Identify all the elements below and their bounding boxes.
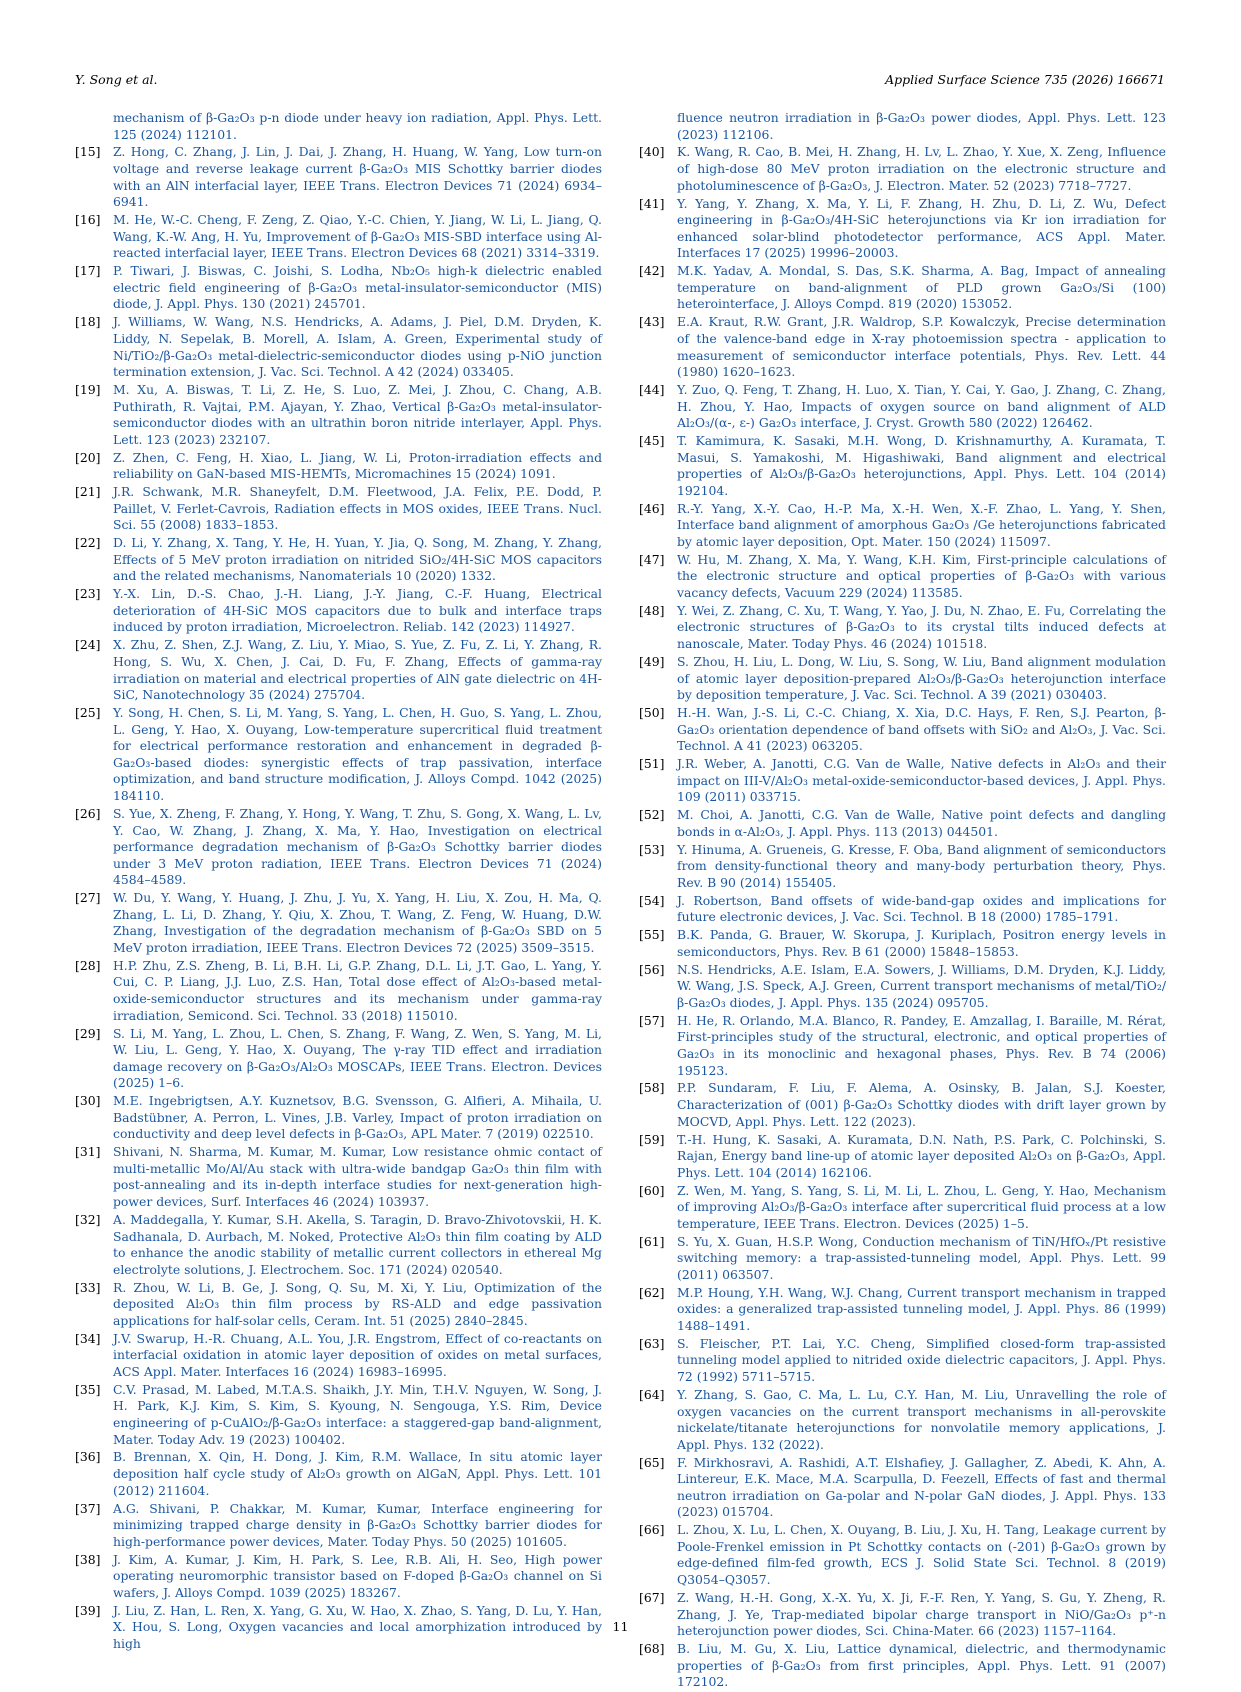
reference-item bbox=[639, 1183, 1166, 1233]
reference-link[interactable]: J.V. Swarup, H.-R. Chuang, A.L. You, J.R. Engstrom, Effect of co-reactants on interfacial oxidation in atomic layer deposition of oxides on metal surfaces, ACS Appl. Mater. Interfaces 16 (2024) 16983–16995. bbox=[113, 1330, 602, 1379]
reference-item bbox=[639, 1641, 1166, 1691]
reference-link[interactable]: R.-Y. Yang, X.-Y. Cao, H.-P. Ma, X.-H. Wen, X.-F. Zhao, L. Yang, Y. Shen, Interface band alignment of amorphous Ga₂O₃ /Ge heterojunctions fabricated by atomic layer deposition, Opt. Mater. 150 (2024) 115097. bbox=[677, 500, 1166, 549]
reference-number: [30] bbox=[75, 1093, 101, 1109]
reference-number: [51] bbox=[639, 756, 665, 772]
reference-item bbox=[75, 890, 602, 956]
reference-number: [61] bbox=[639, 1233, 665, 1249]
reference-link[interactable]: W. Hu, M. Zhang, X. Ma, Y. Wang, K.H. Kim, First-principle calculations of the electronic structure and optical properties of β-Ga₂O₃ with various vacancy defects, Vacuum 229 (2024) 113585. bbox=[677, 551, 1166, 600]
reference-link[interactable]: B. Liu, M. Gu, X. Liu, Lattice dynamical, dielectric, and thermodynamic properties of β-Ga₂O₃ from first principles, Appl. Phys. Lett. 91 (2007) 172102. bbox=[677, 1641, 1166, 1690]
reference-number: [31] bbox=[75, 1144, 101, 1160]
reference-link[interactable]: M.P. Houng, Y.H. Wang, W.J. Chang, Current transport mechanism in trapped oxides: a generalized trap-assisted tunneling model, J. Appl. Phys. 86 (1999) 1488–1491. bbox=[677, 1284, 1166, 1333]
reference-link[interactable]: Y. Wei, Z. Zhang, C. Xu, T. Wang, Y. Yao, J. Du, N. Zhao, E. Fu, Correlating the electronic structures of β-Ga₂O₃ to its crystal tilts induced defects at nanoscale, Mater. Today Phys. 46 (2024) 101518. bbox=[677, 602, 1166, 652]
reference-number: [56] bbox=[639, 961, 665, 977]
reference-link[interactable]: S. Yue, X. Zheng, F. Zhang, Y. Hong, Y. Wang, T. Zhu, S. Gong, X. Wang, L. Lv, Y. Cao, W. Zhang, J. Zhang, X. Ma, Y. Hao, Investigation on electrical performance degradation mechanism of β-Ga₂O₃ Schottky barrier diodes under 3 MeV proton radiation, IEEE Trans. Electron Devices 71 (2024) 4584–4589. bbox=[113, 805, 602, 888]
header-authors: Y. Song et al. bbox=[75, 72, 158, 87]
reference-number: [62] bbox=[639, 1284, 665, 1300]
reference-link[interactable]: Z. Hong, C. Zhang, J. Lin, J. Dai, J. Zhang, H. Huang, W. Yang, Low turn-on voltage and reverse leakage current β-Ga₂O₃ MIS Schottky barrier diodes with an AlN interfacial layer, IEEE Trans. Electron Devices 71 (2024) 6934–6941. bbox=[113, 144, 602, 210]
reference-link[interactable]: M. Xu, A. Biswas, T. Li, Z. He, S. Luo, Z. Mei, J. Zhou, C. Chang, A.B. Puthirath, R. Vajtai, P.M. Ajayan, Y. Zhao, Vertical β-Ga₂O₃ metal-insulator-semiconductor diodes with an ultrathin boron nitride interlayer, Appl. Phys. Lett. 123 (2023) 232107. bbox=[113, 381, 602, 447]
reference-number: [49] bbox=[639, 653, 665, 669]
reference-link[interactable]: M. Choi, A. Janotti, C.G. Van de Walle, Native point defects and dangling bonds in α-Al₂O₃, J. Appl. Phys. 113 (2013) 044501. bbox=[677, 807, 1166, 839]
reference-link[interactable]: J. Robertson, Band offsets of wide-band-gap oxides and implications for future electronic devices, J. Vac. Sci. Technol. B 18 (2000) 1785–1791. bbox=[677, 892, 1166, 925]
reference-item bbox=[639, 552, 1166, 602]
reference-link[interactable]: A. Maddegalla, Y. Kumar, S.H. Akella, S. Taragin, D. Bravo-Zhivotovskii, H. K. Sadhanala, D. Aurbach, M. Noked, Protective Al₂O₃ thin film coating by ALD to enhance the anodic stability of metallic current collectors in ethereal Mg electrolyte solutions, J. Electrochem. Soc. 171 (2024) 020540. bbox=[113, 1211, 602, 1277]
reference-link[interactable]: Z. Zhen, C. Feng, H. Xiao, L. Jiang, W. Li, Proton-irradiation effects and reliability on GaN-based MIS-HEMTs, Micromachines 15 (2024) 1091. bbox=[113, 449, 602, 482]
reference-number: [54] bbox=[639, 892, 665, 908]
reference-item bbox=[75, 1552, 602, 1602]
reference-number: [34] bbox=[75, 1330, 101, 1346]
reference-link[interactable]: M.K. Yadav, A. Mondal, S. Das, S.K. Sharma, A. Bag, Impact of annealing temperature on band-alignment of PLD grown Ga₂O₃/Si (100) heterointerface, J. Alloys Compd. 819 (2020) 153052. bbox=[677, 263, 1166, 312]
reference-link[interactable]: mechanism of β-Ga₂O₃ p-n diode under heavy ion radiation, Appl. Phys. Lett. 125 (2024) 112101. bbox=[113, 110, 602, 142]
reference-link[interactable]: Shivani, N. Sharma, M. Kumar, M. Kumar, Low resistance ohmic contact of multi-metallic Mo/Al/Au stack with ultra-wide bandgap Ga₂O₃ thin film with post-annealing and its in-depth interface studies for next-generation high-power devices, Surf. Interfaces 46 (2024) 103937. bbox=[113, 1144, 602, 1210]
reference-item bbox=[639, 705, 1166, 755]
reference-item bbox=[639, 893, 1166, 926]
reference-item bbox=[75, 314, 602, 380]
reference-number: [25] bbox=[75, 705, 101, 721]
reference-item bbox=[75, 1280, 602, 1330]
reference-number: [68] bbox=[639, 1641, 665, 1657]
reference-link[interactable]: B.K. Panda, G. Brauer, W. Skorupa, J. Kuriplach, Positron energy levels in semiconductors, Phys. Rev. B 61 (2000) 15848–15853. bbox=[677, 927, 1166, 959]
reference-item bbox=[639, 603, 1166, 653]
reference-item bbox=[75, 1382, 602, 1448]
reference-number: [28] bbox=[75, 957, 101, 973]
reference-item bbox=[639, 110, 1166, 143]
reference-link[interactable]: T.-H. Hung, K. Sasaki, A. Kuramata, D.N. Nath, P.S. Park, C. Polchinski, S. Rajan, Energy band line-up of atomic layer deposited Al₂O₃ on β-Ga₂O₃, Appl. Phys. Lett. 104 (2014) 162106. bbox=[677, 1131, 1166, 1180]
reference-number: [23] bbox=[75, 586, 101, 602]
reference-number: [52] bbox=[639, 807, 665, 823]
reference-link[interactable]: M. He, W.-C. Cheng, F. Zeng, Z. Qiao, Y.-C. Chien, Y. Jiang, W. Li, L. Jiang, Q. Wang, K.-W. Ang, H. Yu, Improvement of β-Ga₂O₃ MIS-SBD interface using Al-reacted interfacial layer, IEEE Trans. Electron Devices 68 (2021) 3314–3319. bbox=[113, 212, 602, 261]
reference-link[interactable]: S. Yu, X. Guan, H.S.P. Wong, Conduction mechanism of TiN/HfOₓ/Pt resistive switching memory: a trap-assisted-tunneling model, Appl. Phys. Lett. 99 (2011) 063507. bbox=[677, 1233, 1166, 1282]
reference-number: [66] bbox=[639, 1522, 665, 1538]
reference-link[interactable]: J. Williams, W. Wang, N.S. Hendricks, A. Adams, J. Piel, D.M. Dryden, K. Liddy, N. Sepelak, B. Morell, A. Islam, A. Green, Experimental study of Ni/TiO₂/β-Ga₂O₃ metal-dielectric-semiconductor diodes using p-NiO junction termination extension, J. Vac. Sci. Technol. A 42 (2024) 033405. bbox=[113, 314, 602, 380]
reference-item bbox=[639, 196, 1166, 262]
reference-number: [47] bbox=[639, 551, 665, 567]
reference-item bbox=[75, 705, 602, 805]
reference-item bbox=[75, 1144, 602, 1210]
reference-link[interactable]: Y. Song, H. Chen, S. Li, M. Yang, S. Yang, L. Chen, H. Guo, S. Yang, L. Zhou, L. Geng, Y. Hao, X. Ouyang, Low-temperature supercritical fluid treatment for electrical performance restoration and enhancement in degraded β-Ga₂O₃-based diodes: synergistic effects of trap passivation, interface optimization, and band structure modification, J. Alloys Compd. 1042 (2025) 184110. bbox=[113, 705, 602, 804]
reference-item bbox=[75, 1026, 602, 1092]
reference-item bbox=[639, 807, 1166, 840]
reference-item bbox=[75, 535, 602, 585]
reference-link[interactable]: Y. Zhang, S. Gao, C. Ma, L. Lu, C.Y. Han, M. Liu, Unravelling the role of oxygen vacancies on the current transport mechanisms in all-perovskite nickelate/titanate heterojunctions for nonvolatile memory applications, J. Appl. Phys. 132 (2022). bbox=[677, 1386, 1166, 1452]
reference-item bbox=[75, 1212, 602, 1278]
reference-item bbox=[639, 1387, 1166, 1453]
reference-link[interactable]: K. Wang, R. Cao, B. Mei, H. Zhang, H. Lv, L. Zhao, Y. Xue, X. Zeng, Influence of high-dose 80 MeV proton irradiation on the electronic structure and photoluminescence of β-Ga₂O₃, J. Electron. Mater. 52 (2023) 7718–7727. bbox=[677, 144, 1166, 193]
reference-item bbox=[75, 144, 602, 210]
reference-item bbox=[639, 1336, 1166, 1386]
reference-link[interactable]: Z. Wen, M. Yang, S. Yang, S. Li, M. Li, L. Zhou, L. Geng, Y. Hao, Mechanism of improving Al₂O₃/β-Ga₂O₃ interface after supercritical fluid process at a low temperature, IEEE Trans. Electron. Devices (2025) 1–5. bbox=[677, 1182, 1166, 1231]
reference-item bbox=[75, 958, 602, 1024]
reference-number: [33] bbox=[75, 1279, 101, 1295]
reference-item bbox=[75, 263, 602, 313]
reference-link[interactable]: H.-H. Wan, J.-S. Li, C.-C. Chiang, X. Xia, D.C. Hays, F. Ren, S.J. Pearton, β-Ga₂O₃ orientation dependence of band offsets with SiO₂ and Al₂O₃, J. Vac. Sci. Technol. A 41 (2023) 063205. bbox=[677, 705, 1166, 754]
reference-number: [42] bbox=[639, 263, 665, 279]
reference-item bbox=[639, 1285, 1166, 1335]
reference-item bbox=[75, 1449, 602, 1499]
reference-link[interactable]: Y. Hinuma, A. Grueneis, G. Kresse, F. Oba, Band alignment of semiconductors from density-functional theory and many-body perturbation theory, Phys. Rev. B 90 (2014) 155405. bbox=[677, 841, 1166, 890]
reference-item bbox=[639, 1080, 1166, 1130]
reference-item bbox=[639, 144, 1166, 194]
reference-item bbox=[75, 1093, 602, 1143]
page-number: 11 bbox=[612, 1619, 629, 1634]
reference-number: [64] bbox=[639, 1386, 665, 1402]
reference-link[interactable]: J. Kim, A. Kumar, J. Kim, H. Park, S. Lee, R.B. Ali, H. Seo, High power operating neuromorphic transistor based on F-doped β-Ga₂O₃ channel on Si wafers, J. Alloys Compd. 1039 (2025) 183267. bbox=[113, 1551, 602, 1600]
reference-item bbox=[639, 654, 1166, 704]
reference-number: [59] bbox=[639, 1131, 665, 1147]
reference-number: [41] bbox=[639, 195, 665, 211]
reference-item bbox=[639, 1234, 1166, 1284]
reference-item bbox=[639, 1132, 1166, 1182]
reference-link[interactable]: W. Du, Y. Wang, Y. Huang, J. Zhu, J. Yu, X. Yang, H. Liu, X. Zou, H. Ma, Q. Zhang, L. Li, D. Zhang, Y. Qiu, X. Zhou, T. Wang, Z. Feng, W. Huang, D.W. Zhang, Investigation of the degradation mechanism of β-Ga₂O₃ SBD on 5 MeV proton irradiation, IEEE Trans. Electron Devices 72 (2025) 3509–3515. bbox=[113, 890, 602, 955]
reference-link[interactable]: M.E. Ingebrigtsen, A.Y. Kuznetsov, B.G. Svensson, G. Alfieri, A. Mihaila, U. Badstübner, A. Perron, L. Vines, J.B. Varley, Impact of proton irradiation on conductivity and deep level defects in β-Ga₂O₃, APL Mater. 7 (2019) 022510. bbox=[113, 1093, 602, 1142]
reference-item bbox=[639, 382, 1166, 432]
reference-link[interactable]: P.P. Sundaram, F. Liu, F. Alema, A. Osinsky, B. Jalan, S.J. Koester, Characterization of (001) β-Ga₂O₃ Schottky diodes with drift layer grown by MOCVD, Appl. Phys. Lett. 122 (2023). bbox=[677, 1080, 1166, 1129]
reference-number: [20] bbox=[75, 449, 101, 465]
reference-link[interactable]: fluence neutron irradiation in β-Ga₂O₃ power diodes, Appl. Phys. Lett. 123 (2023) 112106. bbox=[677, 110, 1166, 142]
reference-number: [67] bbox=[639, 1589, 665, 1605]
reference-number: [35] bbox=[75, 1381, 101, 1397]
reference-link[interactable]: P. Tiwari, J. Biswas, C. Joishi, S. Lodha, Nb₂O₅ high-k dielectric enabled electric field engineering of β-Ga₂O₃ metal-insulator-semiconductor (MIS) diode, J. Appl. Phys. 130 (2021) 245701. bbox=[113, 263, 602, 312]
reference-item bbox=[75, 637, 602, 703]
reference-link[interactable]: S. Zhou, H. Liu, L. Dong, W. Liu, S. Song, W. Liu, Band alignment modulation of atomic layer deposition-prepared Al₂O₃/β-Ga₂O₃ heterojunction interface by deposition temperature, J. Vac. Sci. Technol. A 39 (2021) 030403. bbox=[677, 653, 1166, 703]
reference-link[interactable]: H.P. Zhu, Z.S. Zheng, B. Li, B.H. Li, G.P. Zhang, D.L. Li, J.T. Gao, L. Yang, Y. Cui, C. P. Liang, J.J. Luo, Z.S. Han, Total dose effect of Al₂O₃-based metal-oxide-semiconductor structures and its mechanism under gamma-ray irradiation, Semicond. Sci. Technol. 33 (2018) 115010. bbox=[113, 957, 602, 1023]
reference-number: [36] bbox=[75, 1449, 101, 1465]
reference-link[interactable]: B. Brennan, X. Qin, H. Dong, J. Kim, R.M. Wallace, In situ atomic layer deposition half cycle study of Al₂O₃ growth on AlGaN, Appl. Phys. Lett. 101 (2012) 211604. bbox=[113, 1449, 602, 1498]
reference-item bbox=[75, 212, 602, 262]
reference-number: [19] bbox=[75, 381, 101, 397]
reference-item bbox=[639, 314, 1166, 380]
reference-number: [16] bbox=[75, 212, 101, 228]
reference-item bbox=[639, 962, 1166, 1012]
reference-number: [27] bbox=[75, 890, 101, 906]
reference-link[interactable]: J. Liu, Z. Han, L. Ren, X. Yang, G. Xu, W. Hao, X. Zhao, S. Yang, D. Lu, Y. Han, X. Hou, S. Long, Oxygen vacancies and local amorphization introduced by high bbox=[113, 1602, 602, 1651]
reference-link[interactable]: Y. Yang, Y. Zhang, X. Ma, Y. Li, F. Zhang, H. Zhu, D. Li, Z. Wu, Defect engineering in β-Ga₂O₃/4H-SiC heterojunctions via Kr ion irradiation for enhanced solar-blind photodetector performance, ACS Appl. Mater. Interfaces 17 (2025) 19996–20003. bbox=[677, 195, 1166, 261]
reference-number: [21] bbox=[75, 484, 101, 500]
reference-item bbox=[639, 756, 1166, 806]
reference-item bbox=[75, 450, 602, 483]
reference-item bbox=[75, 1501, 602, 1551]
reference-link[interactable]: J.R. Schwank, M.R. Shaneyfelt, D.M. Fleetwood, J.A. Felix, P.E. Dodd, P. Paillet, V. Ferlet-Cavrois, Radiation effects in MOS oxides, IEEE Trans. Nucl. Sci. 55 (2008) 1833–1853. bbox=[113, 484, 602, 533]
references-right-column bbox=[639, 110, 1166, 1692]
reference-number: [26] bbox=[75, 805, 101, 821]
reference-number: [53] bbox=[639, 841, 665, 857]
reference-link[interactable]: J.R. Weber, A. Janotti, C.G. Van de Walle, Native defects in Al₂O₃ and their impact on III-V/Al₂O₃ metal-oxide-semiconductor-based devices, J. Appl. Phys. 109 (2011) 033715. bbox=[677, 756, 1166, 805]
reference-link[interactable]: X. Zhu, Z. Shen, Z.J. Wang, Z. Liu, Y. Miao, S. Yue, Z. Fu, Z. Li, Y. Zhang, R. Hong, S. Wu, X. Chen, J. Cai, D. Fu, F. Zhang, Effects of gamma-ray irradiation on material and electrical properties of AlN gate dielectric on 4H-SiC, Nanotechnology 35 (2024) 275704. bbox=[113, 637, 602, 703]
reference-number: [37] bbox=[75, 1500, 101, 1516]
running-header bbox=[75, 72, 1165, 92]
reference-link[interactable]: S. Li, M. Yang, L. Zhou, L. Chen, S. Zhang, F. Wang, Z. Wen, S. Yang, M. Li, W. Liu, L. Geng, Y. Hao, X. Ouyang, The γ-ray TID effect and irradiation damage recovery on β-Ga₂O₃/Al₂O₃ MOSCAPs, IEEE Trans. Electron. Devices (2025) 1–6. bbox=[113, 1025, 602, 1091]
reference-number: [44] bbox=[639, 381, 665, 397]
reference-item bbox=[75, 586, 602, 636]
reference-number: [65] bbox=[639, 1454, 665, 1470]
reference-number: [45] bbox=[639, 433, 665, 449]
reference-number: [60] bbox=[639, 1182, 665, 1198]
reference-number: [18] bbox=[75, 314, 101, 330]
reference-link[interactable]: F. Mirkhosravi, A. Rashidi, A.T. Elshafiey, J. Gallagher, Z. Abedi, K. Ahn, A. Lintereur, E.K. Mace, M.A. Scarpulla, D. Feezell, Effects of fast and thermal neutron irradiation on Ga-polar and N-polar GaN diodes, J. Appl. Phys. 133 (2023) 015704. bbox=[677, 1454, 1166, 1520]
reference-item bbox=[75, 484, 602, 534]
reference-number: [22] bbox=[75, 535, 101, 551]
reference-link[interactable]: Y.-X. Lin, D.-S. Chao, J.-H. Liang, J.-Y. Jiang, C.-F. Huang, Electrical deterioration of 4H-SiC MOS capacitors due to bulk and interface traps induced by proton irradiation, Microelectron. Reliab. 142 (2023) 114927. bbox=[113, 586, 602, 635]
reference-link[interactable]: N.S. Hendricks, A.E. Islam, E.A. Sowers, J. Williams, D.M. Dryden, K.J. Liddy, W. Wang, J.S. Speck, A.J. Green, Current transport mechanisms of metal/TiO₂/β-Ga₂O₃ diodes, J. Appl. Phys. 135 (2024) 095705. bbox=[677, 961, 1166, 1010]
reference-number: [32] bbox=[75, 1211, 101, 1227]
reference-item bbox=[639, 501, 1166, 551]
reference-number: [46] bbox=[639, 500, 665, 516]
header-journal: Applied Surface Science 735 (2026) 166671 bbox=[885, 72, 1165, 87]
reference-link[interactable]: Z. Wang, H.-H. Gong, X.-X. Yu, X. Ji, F.-F. Ren, Y. Yang, S. Gu, Y. Zheng, R. Zhang, J. Ye, Trap-mediated bipolar charge transport in NiO/Ga₂O₃ p⁺-n heterojunction power diodes, Sci. China-Mater. 66 (2023) 1157–1164. bbox=[677, 1589, 1166, 1639]
reference-link[interactable]: D. Li, Y. Zhang, X. Tang, Y. He, H. Yuan, Y. Jia, Q. Song, M. Zhang, Y. Zhang, Effects of 5 MeV proton irradiation on nitrided SiO₂/4H-SiC MOS capacitors and the related mechanisms, Nanomaterials 10 (2020) 1332. bbox=[113, 535, 602, 584]
reference-item bbox=[75, 806, 602, 889]
reference-item bbox=[639, 263, 1166, 313]
reference-number: [58] bbox=[639, 1080, 665, 1096]
reference-number: [39] bbox=[75, 1602, 101, 1618]
reference-item bbox=[75, 1331, 602, 1381]
reference-link[interactable]: T. Kamimura, K. Sasaki, M.H. Wong, D. Krishnamurthy, A. Kuramata, T. Masui, S. Yamakoshi, M. Higashiwaki, Band alignment and electrical properties of Al₂O₃/β-Ga₂O₃ heterojunctions, Appl. Phys. Lett. 104 (2014) 192104. bbox=[677, 433, 1166, 498]
reference-item bbox=[75, 382, 602, 448]
reference-number: [40] bbox=[639, 144, 665, 160]
reference-number: [29] bbox=[75, 1025, 101, 1041]
reference-number: [15] bbox=[75, 144, 101, 160]
reference-link[interactable]: C.V. Prasad, M. Labed, M.T.A.S. Shaikh, J.Y. Min, T.H.V. Nguyen, W. Song, J. H. Park, K.J. Kim, S. Kim, S. Kyoung, N. Sengouga, Y.S. Rim, Device engineering of p-CuAlO₂/β-Ga₂O₃ interface: a staggered-gap band-alignment, Mater. Today Adv. 19 (2023) 100402. bbox=[113, 1381, 602, 1447]
reference-item bbox=[639, 842, 1166, 892]
reference-number: [24] bbox=[75, 637, 101, 653]
reference-number: [50] bbox=[639, 705, 665, 721]
reference-number: [63] bbox=[639, 1335, 665, 1351]
reference-number: [17] bbox=[75, 263, 101, 279]
reference-item bbox=[639, 433, 1166, 499]
reference-number: [43] bbox=[639, 314, 665, 330]
reference-link[interactable]: A.G. Shivani, P. Chakkar, M. Kumar, Kumar, Interface engineering for minimizing trapped charge density in β-Ga₂O₃ Schottky barrier diodes for high-performance power devices, Mater. Today Phys. 50 (2025) 101605. bbox=[113, 1500, 602, 1549]
reference-link[interactable]: L. Zhou, X. Lu, L. Chen, X. Ouyang, B. Liu, J. Xu, H. Tang, Leakage current by Poole-Frenkel emission in Pt Schottky contacts on (-201) β-Ga₂O₃ grown by edge-defined film-fed growth, ECS J. Solid State Sci. Technol. 8 (2019) Q3054–Q3057. bbox=[677, 1522, 1166, 1588]
reference-number: [57] bbox=[639, 1012, 665, 1028]
reference-link[interactable]: S. Fleischer, P.T. Lai, Y.C. Cheng, Simplified closed-form trap-assisted tunneling model applied to nitrided oxide dielectric capacitors, J. Appl. Phys. 72 (1992) 5711–5715. bbox=[677, 1335, 1166, 1385]
reference-item bbox=[639, 927, 1166, 960]
reference-number: [48] bbox=[639, 602, 665, 618]
reference-link[interactable]: E.A. Kraut, R.W. Grant, J.R. Waldrop, S.P. Kowalczyk, Precise determination of the valence-band edge in X-ray photoemission spectra - application to measurement of semiconductor interface potentials, Phys. Rev. Lett. 44 (1980) 1620–1623. bbox=[677, 314, 1166, 380]
reference-link[interactable]: H. He, R. Orlando, M.A. Blanco, R. Pandey, E. Amzallag, I. Baraille, M. Rérat, First-principles study of the structural, electronic, and optical properties of Ga₂O₃ in its monoclinic and hexagonal phases, Phys. Rev. B 74 (2006) 195123. bbox=[677, 1012, 1166, 1078]
reference-item bbox=[75, 110, 602, 143]
reference-link[interactable]: Y. Zuo, Q. Feng, T. Zhang, H. Luo, X. Tian, Y. Cai, Y. Gao, J. Zhang, C. Zhang, H. Zhou, Y. Hao, Impacts of oxygen source on band alignment of ALD Al₂O₃/(α-, ε-) Ga₂O₃ interface, J. Cryst. Growth 580 (2022) 126462. bbox=[677, 381, 1166, 431]
reference-number: [38] bbox=[75, 1551, 101, 1567]
reference-item bbox=[639, 1455, 1166, 1521]
references-left-column bbox=[75, 110, 602, 1654]
reference-link[interactable]: R. Zhou, W. Li, B. Ge, J. Song, Q. Su, M. Xi, Y. Liu, Optimization of the deposited Al₂O₃ thin film process by RS-ALD and edge passivation applications for half-solar cells, Ceram. Int. 51 (2025) 2840–2845. bbox=[113, 1279, 602, 1328]
reference-number: [55] bbox=[639, 927, 665, 943]
reference-item bbox=[639, 1522, 1166, 1588]
reference-item bbox=[639, 1013, 1166, 1079]
